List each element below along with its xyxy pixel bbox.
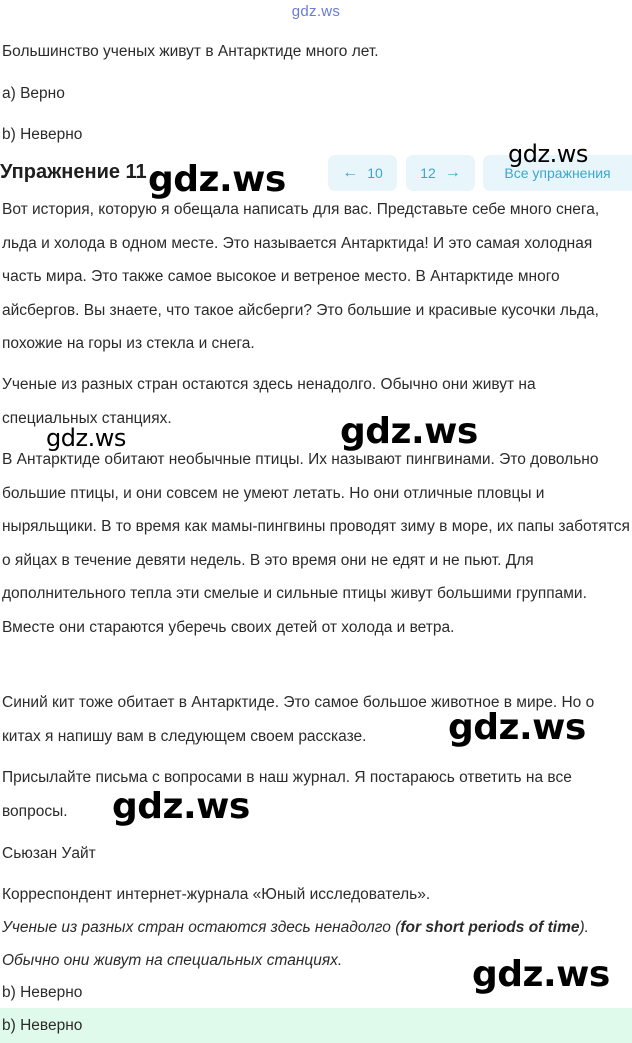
watermark: gdz.ws bbox=[340, 411, 478, 452]
prev-exercise-label: 10 bbox=[367, 165, 383, 181]
explanation-line-2: Обычно они живут на специальных станциях. bbox=[2, 952, 343, 969]
story-paragraph-2: Ученые из разных стран остаются здесь ненадолго. Обычно они живут на специальных станциях. bbox=[2, 376, 536, 427]
correct-answer-label: b) Неверно bbox=[2, 1017, 83, 1034]
next-exercise-label: 12 bbox=[420, 165, 436, 181]
option-b[interactable]: b) Неверно bbox=[2, 126, 83, 143]
author-role: Корреспондент интернет-журнала «Юный исследователь». bbox=[2, 886, 431, 903]
question-text: Большинство ученых живут в Антарктиде много лет. bbox=[2, 43, 379, 60]
option-a[interactable]: a) Верно bbox=[2, 85, 65, 102]
explanation-line-1 bbox=[2, 919, 589, 937]
story-paragraph-3: В Антарктиде обитают необычные птицы. Их называют пингвинами. Это довольно большие птицы, и они совсем не умеют летать. Но они отличные пловцы и ныряльщики. В то время как мамы-пингвины проводят зиму в море, их папы заботятся о яйцах в течение девяти недель. В это время они не едят и не пьют. Для дополнительного тепла эти смелые и сильные птицы живут большими группами. Вместе они стараются уберечь своих детей от холода и ветра. bbox=[2, 451, 630, 636]
explanation-translation: for short periods of time bbox=[400, 919, 580, 936]
watermark: gdz.ws bbox=[46, 424, 126, 452]
explanation-end: ). bbox=[579, 919, 589, 936]
answer-text: b) Неверно bbox=[2, 984, 83, 1001]
watermark: gdz.ws bbox=[112, 786, 250, 827]
author-name: Сьюзан Уайт bbox=[2, 845, 96, 862]
story-paragraph-4: Синий кит тоже обитает в Антарктиде. Это самое большое животное в мире. Но о китах я напишу вам в следующем своем рассказе. bbox=[2, 694, 595, 745]
arrow-right-icon: → bbox=[444, 164, 461, 181]
exercise-title: Упражнение 11 bbox=[0, 161, 147, 183]
prev-exercise-button[interactable] bbox=[328, 155, 397, 191]
all-exercises-label: Все упражнения bbox=[504, 165, 611, 181]
watermark: gdz.ws bbox=[148, 159, 286, 200]
explanation-text: Ученые из разных стран остаются здесь ненадолго ( bbox=[2, 919, 401, 936]
arrow-left-icon: ← bbox=[342, 164, 359, 181]
watermark: gdz.ws bbox=[472, 954, 610, 995]
next-exercise-button[interactable] bbox=[406, 155, 475, 191]
story-paragraph-1: Вот история, которую я обещала написать для вас. Представьте себе много снега, льда и холода в одном месте. Это называется Антарктида! И это самая холодная часть мира. Это также самое высокое и ветреное место. В Антарктиде много айсбергов. Вы знаете, что такое айсберги? Это большие и красивые кусочки льда, похожие на горы из стекла и снега. bbox=[2, 201, 600, 352]
correct-answer-box bbox=[0, 1008, 632, 1043]
watermark: gdz.ws bbox=[508, 140, 588, 168]
watermark: gdz.ws bbox=[448, 707, 586, 748]
story-paragraph-5: Присылайте письма с вопросами в наш журнал. Я постараюсь ответить на все вопросы. bbox=[2, 769, 572, 820]
site-logo[interactable]: gdz.ws bbox=[291, 3, 341, 20]
